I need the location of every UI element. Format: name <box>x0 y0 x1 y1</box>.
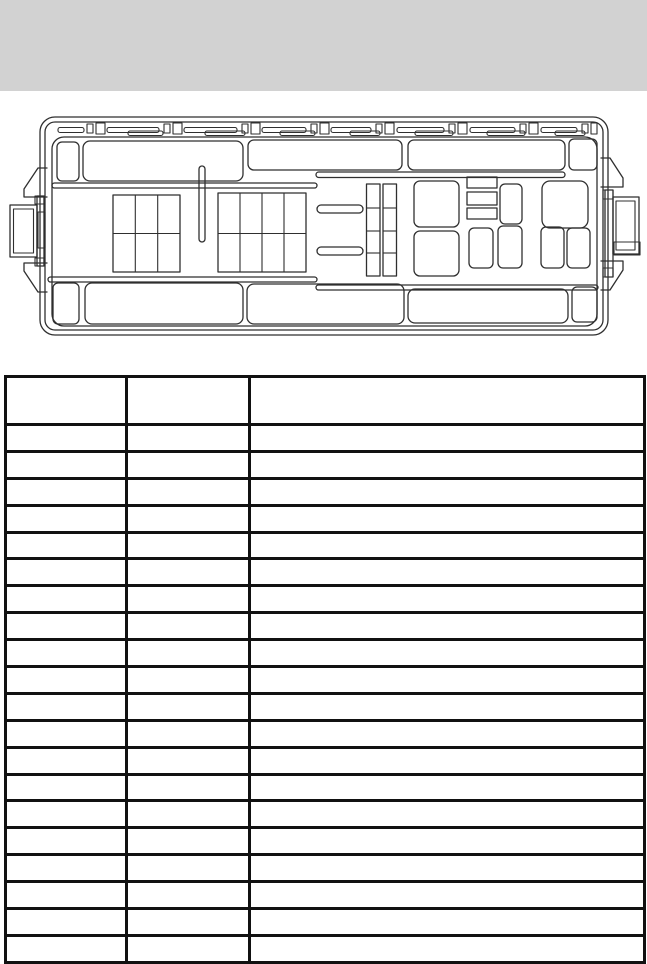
table-cell <box>127 935 250 962</box>
center-pills <box>317 205 363 255</box>
table-row <box>6 586 645 613</box>
table-cell <box>6 559 127 586</box>
table-cell <box>6 505 127 532</box>
table-row <box>6 640 645 667</box>
table-row <box>6 747 645 774</box>
table-row <box>6 828 645 855</box>
table-row <box>6 613 645 640</box>
table-cell <box>250 828 645 855</box>
table-cell <box>250 801 645 828</box>
table-cell <box>6 909 127 936</box>
table-cell <box>6 828 127 855</box>
mini-fuse-strips <box>367 184 397 276</box>
fuse-box-shell <box>40 117 608 335</box>
table-cell <box>127 532 250 559</box>
table-row <box>6 935 645 962</box>
table-cell <box>250 425 645 452</box>
table-cell <box>6 478 127 505</box>
table-row <box>6 882 645 909</box>
table-cell <box>127 505 250 532</box>
column-header <box>127 377 250 425</box>
table-cell <box>127 478 250 505</box>
fuse-box-diagram-svg <box>0 0 647 350</box>
table-cell <box>127 613 250 640</box>
center-stem <box>199 166 205 242</box>
top-rim-tabs <box>58 123 597 136</box>
table-cell <box>127 586 250 613</box>
right-side-connector <box>601 158 640 290</box>
table-row <box>6 774 645 801</box>
table-cell <box>250 505 645 532</box>
table-row <box>6 451 645 478</box>
table-row <box>6 909 645 936</box>
table-cell <box>6 425 127 452</box>
table-row <box>6 559 645 586</box>
table-cell <box>127 882 250 909</box>
table-cell <box>250 586 645 613</box>
table-row <box>6 667 645 694</box>
table-cell <box>127 693 250 720</box>
table-cell <box>6 667 127 694</box>
table-cell <box>250 882 645 909</box>
table-cell <box>6 747 127 774</box>
table-cell <box>250 640 645 667</box>
table-cell <box>127 855 250 882</box>
table-row <box>6 720 645 747</box>
top-relay-slots <box>57 139 597 181</box>
table-cell <box>127 425 250 452</box>
table-cell <box>6 532 127 559</box>
table-cell <box>127 451 250 478</box>
table-cell <box>250 720 645 747</box>
table-cell <box>6 774 127 801</box>
table-row <box>6 693 645 720</box>
table-cell <box>250 613 645 640</box>
column-header <box>250 377 645 425</box>
table-cell <box>250 747 645 774</box>
fuse-grid-2 <box>218 193 306 272</box>
table-cell <box>6 613 127 640</box>
table-cell <box>250 559 645 586</box>
table-cell <box>127 801 250 828</box>
table-row <box>6 855 645 882</box>
fuse-grid-1 <box>113 195 180 272</box>
left-side-connector <box>10 168 47 292</box>
table-cell <box>6 451 127 478</box>
table-cell <box>127 667 250 694</box>
table-cell <box>250 667 645 694</box>
table-cell <box>127 828 250 855</box>
table-cell <box>127 559 250 586</box>
table-cell <box>250 935 645 962</box>
table-cell <box>250 478 645 505</box>
fuse-table <box>4 375 646 964</box>
bottom-relay-slots <box>53 283 597 324</box>
table-cell <box>6 720 127 747</box>
table-cell <box>6 801 127 828</box>
table-cell <box>250 451 645 478</box>
table-cell <box>127 720 250 747</box>
table-row <box>6 478 645 505</box>
table-cell <box>6 855 127 882</box>
table-cell <box>6 935 127 962</box>
table-row <box>6 532 645 559</box>
table-cell <box>250 693 645 720</box>
table-row <box>6 801 645 828</box>
table-cell <box>127 640 250 667</box>
table-cell <box>6 693 127 720</box>
table-cell <box>250 855 645 882</box>
table-cell <box>6 882 127 909</box>
table-cell <box>250 909 645 936</box>
table-header-row <box>6 377 645 425</box>
column-header <box>6 377 127 425</box>
table-cell <box>6 586 127 613</box>
table-cell <box>6 640 127 667</box>
table-row <box>6 425 645 452</box>
table-cell <box>250 774 645 801</box>
table-cell <box>250 532 645 559</box>
relay-sockets <box>414 177 590 276</box>
table-cell <box>127 747 250 774</box>
table-body <box>6 425 645 963</box>
table-cell <box>127 774 250 801</box>
table-cell <box>127 909 250 936</box>
fuse-box-diagram <box>0 0 647 354</box>
table-row <box>6 505 645 532</box>
